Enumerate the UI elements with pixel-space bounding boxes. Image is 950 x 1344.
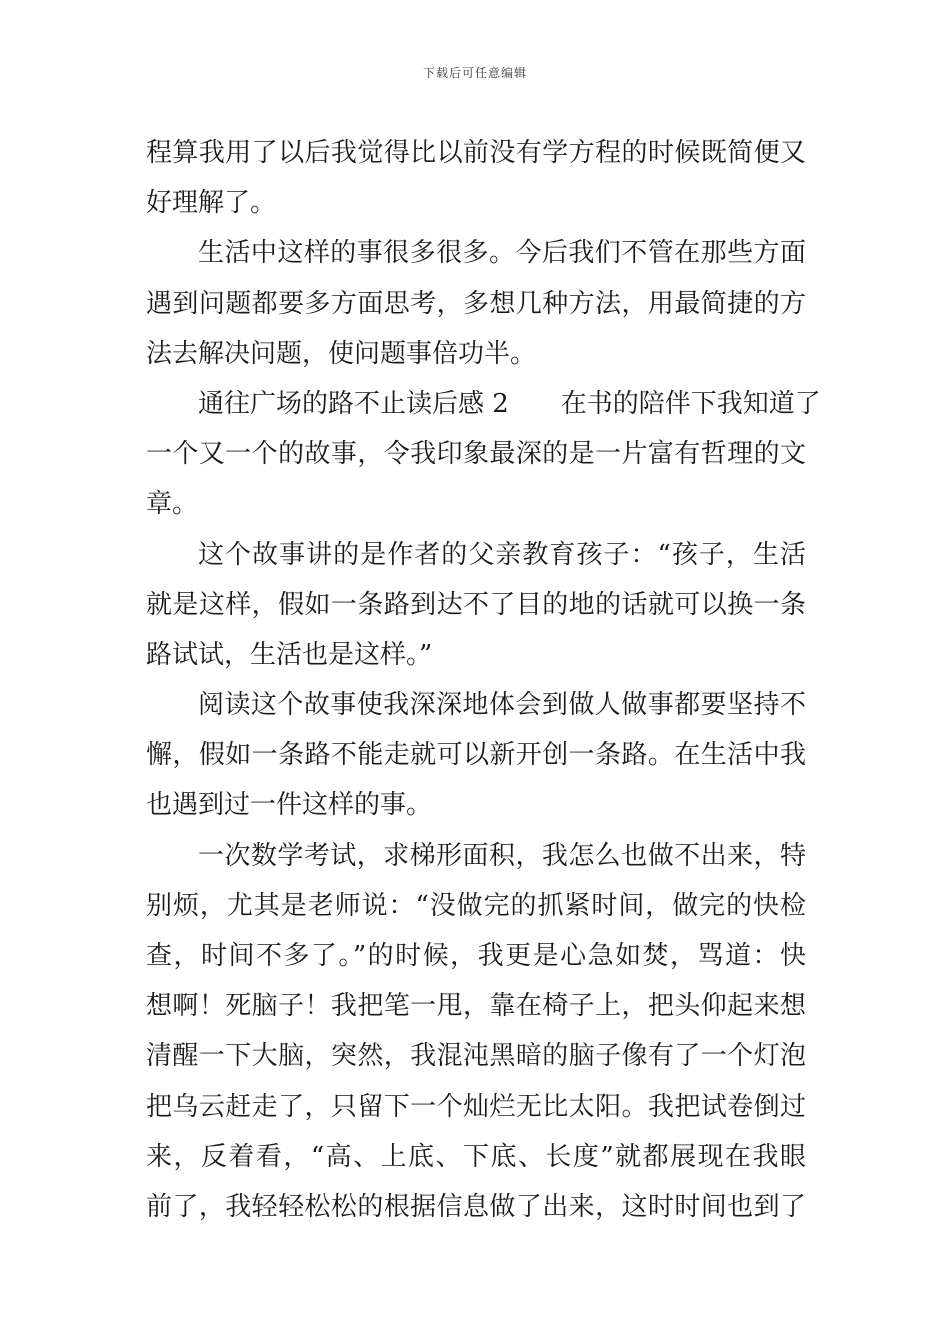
text-line: 别烦，尤其是老师说：“没做完的抓紧时间，做完的快检 (146, 890, 806, 921)
text-line: 路试试，生活也是这样。” (146, 639, 433, 670)
text-line: 查，时间不多了。”的时候，我更是心急如焚，骂道：快 (146, 941, 806, 971)
text-line: 想啊！死脑子！我把笔一甩，靠在椅子上，把头仰起来想 (146, 991, 806, 1022)
text-line: 一个又一个的故事，令我印象最深的是一片富有哲理的文 (146, 439, 806, 470)
page-header: 下载后可任意编辑 (422, 66, 527, 80)
text-line: 就是这样，假如一条路到达不了目的地的话就可以换一条 (146, 589, 806, 620)
text-line: 清醒一下大脑，突然，我混沌黑暗的脑子像有了一个灯泡 (146, 1041, 806, 1072)
text-line: 法去解决问题，使问题事倍功半。 (146, 338, 537, 369)
text-line: 阅读这个故事使我深深地体会到做人做事都要坚持不 (198, 690, 806, 721)
text-line: 遇到问题都要多方面思考，多想几种方法，用最简捷的方 (146, 288, 806, 319)
text-line: 把乌云赶走了，只留下一个灿烂无比太阳。我把试卷倒过 (146, 1091, 806, 1122)
text-line: 通往广场的路不止读后感 2 在书的陪伴下我知道了 (198, 388, 821, 419)
text-line: 懈，假如一条路不能走就可以新开创一条路。在生活中我 (146, 740, 806, 771)
text-line: 好理解了。 (146, 188, 277, 219)
document-body (146, 128, 821, 1232)
text-line: 生活中这样的事很多很多。今后我们不管在那些方面 (198, 238, 806, 269)
text-line: 程算我用了以后我觉得比以前没有学方程的时候既简便又 (146, 138, 806, 168)
text-line: 一次数学考试，求梯形面积，我怎么也做不出来，特 (198, 840, 806, 871)
text-line: 也遇到过一件这样的事。 (146, 790, 433, 821)
text-line: 这个故事讲的是作者的父亲教育孩子：“孩子，生活 (198, 539, 806, 570)
text-line: 来，反着看，“高、上底、下底、长度”就都展现在我眼 (146, 1141, 806, 1172)
text-line: 章。 (146, 489, 199, 520)
text-line: 前了，我轻轻松松的根据信息做了出来，这时时间也到了 (146, 1191, 806, 1222)
